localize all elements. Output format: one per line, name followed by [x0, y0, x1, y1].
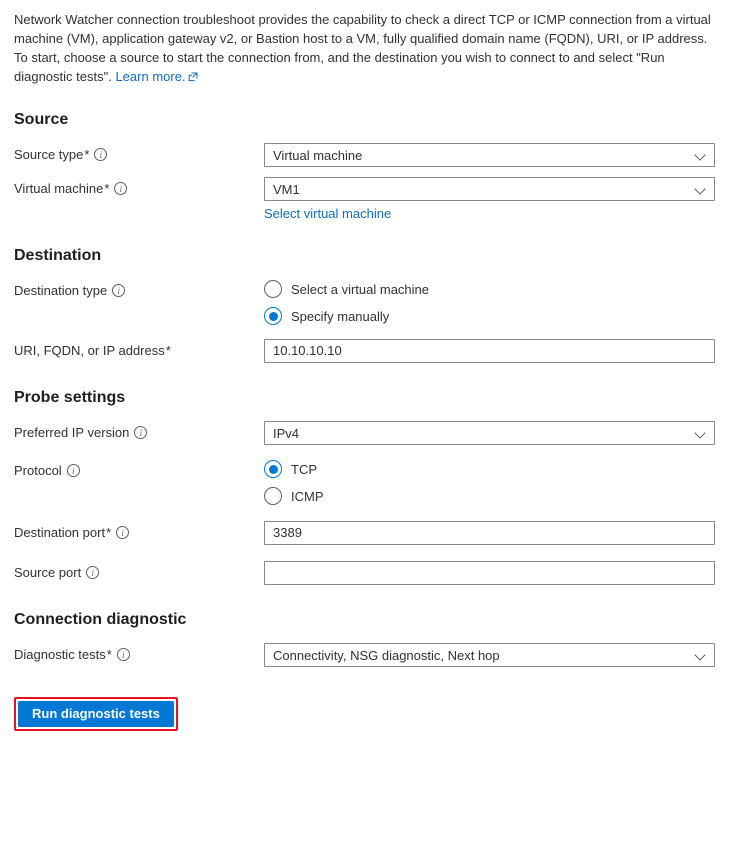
preferred-ip-version-select[interactable] — [264, 421, 715, 445]
section-title-connection-diagnostic: Connection diagnostic — [14, 611, 187, 628]
label-source-type — [14, 143, 264, 163]
radio-tcp[interactable] — [264, 460, 715, 478]
row-preferred-ip-version — [14, 421, 715, 445]
intro-text: Network Watcher connection troubleshoot provides the capability to check a direct TCP or ICMP connection from a virtual machine (VM), application gateway v2, or Bastion host to a VM, fully qualified domain name (FQDN), URI, or IP address. To start, choose a source to start the connection from, and the destination you wish to connect to and select "Run diagnostic tests". — [14, 12, 711, 84]
radio-icmp[interactable] — [264, 487, 715, 505]
label-preferred-ip-version-text: Preferred IP version — [14, 425, 130, 440]
radio-select-a-virtual-machine[interactable] — [264, 280, 715, 298]
required-marker: * — [106, 647, 112, 662]
label-virtual-machine-text: Virtual machine — [14, 181, 104, 196]
field-preferred-ip-version — [264, 421, 715, 445]
label-protocol — [14, 459, 264, 479]
radio-icon[interactable] — [264, 487, 282, 505]
chevron-down-icon — [696, 150, 706, 160]
diagnostic-tests-value: Connectivity, NSG diagnostic, Next hop — [273, 647, 500, 663]
field-destination-port — [264, 521, 715, 545]
field-source-type — [264, 143, 715, 167]
section-title-destination: Destination — [14, 247, 102, 264]
select-virtual-machine-link-wrap — [264, 206, 715, 221]
learn-more-link[interactable]: Learn more. — [115, 69, 186, 84]
section-title-probe-settings: Probe settings — [14, 389, 126, 406]
info-icon[interactable]: i — [67, 464, 80, 477]
diagnostic-tests-select[interactable] — [264, 643, 715, 667]
row-source-type — [14, 143, 715, 167]
label-diagnostic-tests-text: Diagnostic tests — [14, 647, 106, 662]
row-virtual-machine — [14, 177, 715, 221]
required-marker: * — [106, 525, 112, 540]
field-virtual-machine — [264, 177, 715, 221]
info-icon[interactable]: i — [117, 648, 130, 661]
virtual-machine-value: VM1 — [273, 181, 300, 197]
protocol-radio-group — [264, 459, 715, 505]
label-source-type-text: Source type — [14, 147, 84, 162]
external-link-icon — [188, 68, 198, 87]
field-diagnostic-tests — [264, 643, 715, 667]
info-icon[interactable]: i — [134, 426, 147, 439]
label-protocol-text: Protocol — [14, 463, 62, 478]
radio-icon-selected[interactable] — [264, 307, 282, 325]
field-protocol — [264, 459, 715, 505]
label-destination-port — [14, 521, 264, 541]
uri-fqdn-ip-input[interactable]: 10.10.10.10 — [264, 339, 715, 363]
run-diagnostic-tests-highlight — [14, 697, 178, 731]
label-uri-fqdn-ip — [14, 339, 264, 359]
chevron-down-icon — [696, 184, 706, 194]
radio-icon[interactable] — [264, 280, 282, 298]
info-icon[interactable]: i — [116, 526, 129, 539]
chevron-down-icon — [696, 428, 706, 438]
info-icon[interactable]: i — [114, 182, 127, 195]
label-destination-type — [14, 279, 264, 299]
label-preferred-ip-version — [14, 421, 264, 441]
label-destination-type-text: Destination type — [14, 283, 108, 298]
radio-specify-manually[interactable] — [264, 307, 715, 325]
required-marker: * — [165, 343, 171, 358]
source-type-select[interactable] — [264, 143, 715, 167]
chevron-down-icon — [696, 650, 706, 660]
virtual-machine-select[interactable] — [264, 177, 715, 201]
label-source-port — [14, 561, 264, 581]
info-icon[interactable]: i — [86, 566, 99, 579]
label-source-port-text: Source port — [14, 565, 82, 580]
row-source-port — [14, 561, 715, 585]
field-destination-type — [264, 279, 715, 325]
row-diagnostic-tests — [14, 643, 715, 667]
label-virtual-machine — [14, 177, 264, 197]
label-destination-port-text: Destination port — [14, 525, 106, 540]
source-port-input[interactable] — [264, 561, 715, 585]
section-title-source: Source — [14, 111, 69, 128]
preferred-ip-version-value: IPv4 — [273, 425, 300, 441]
radio-label: Specify manually — [291, 308, 390, 324]
info-icon[interactable]: i — [94, 148, 107, 161]
row-uri-fqdn-ip — [14, 339, 715, 363]
radio-label: Select a virtual machine — [291, 281, 430, 297]
source-type-value: Virtual machine — [273, 147, 363, 163]
radio-label: TCP — [291, 461, 317, 477]
required-marker: * — [84, 147, 90, 162]
required-marker: * — [104, 181, 110, 196]
intro-paragraph — [14, 10, 715, 87]
run-diagnostic-tests-button[interactable]: Run diagnostic tests — [18, 701, 174, 727]
radio-label: ICMP — [291, 488, 324, 504]
row-destination-port — [14, 521, 715, 545]
row-destination-type — [14, 279, 715, 325]
field-uri-fqdn-ip — [264, 339, 715, 363]
label-uri-fqdn-ip-text: URI, FQDN, or IP address — [14, 343, 165, 358]
radio-icon-selected[interactable] — [264, 460, 282, 478]
destination-type-radio-group — [264, 279, 715, 325]
select-virtual-machine-link[interactable]: Select virtual machine — [264, 206, 392, 221]
label-diagnostic-tests — [14, 643, 264, 663]
field-source-port — [264, 561, 715, 585]
destination-port-input[interactable]: 3389 — [264, 521, 715, 545]
info-icon[interactable]: i — [112, 284, 125, 297]
row-protocol — [14, 459, 715, 505]
